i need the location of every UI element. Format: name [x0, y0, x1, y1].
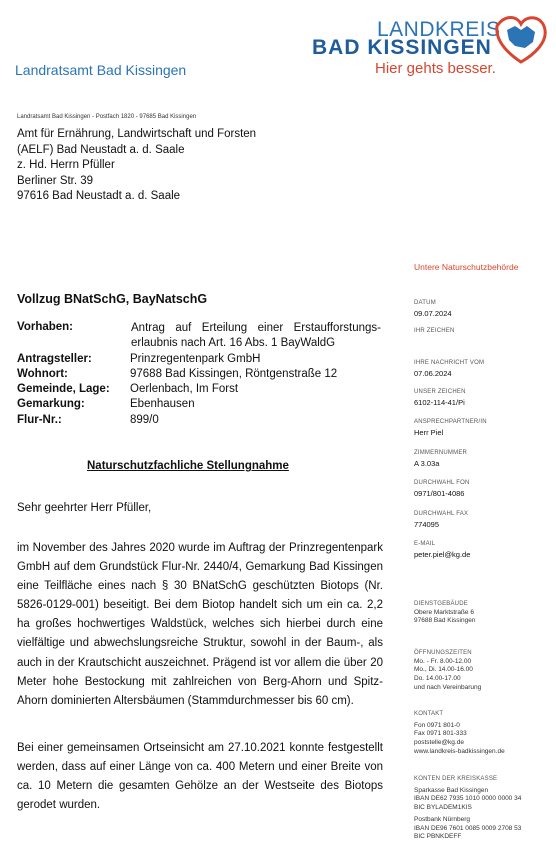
fax-value: 774095: [414, 519, 440, 529]
sidebar-fax: [414, 510, 554, 529]
gebaeude-line: 97688 Bad Kissingen: [414, 617, 476, 625]
partner-value: Herr Piel: [414, 427, 444, 437]
gemeinde-value: Oerlenbach, Im Forst: [130, 383, 239, 395]
bank2-name: Postbank Nürnberg: [414, 815, 471, 823]
sender-line: Landratsamt Bad Kissingen - Postfach 1820 - 97685 Bad Kissingen: [17, 114, 197, 120]
logo-landkreis: LANDKREIS: [377, 18, 501, 41]
logo-slogan: Hier gehts besser.: [375, 60, 496, 77]
sidebar-kontakt: [414, 710, 556, 757]
bank1-bic: BIC BYLADEM1KIS: [414, 804, 472, 812]
unser-zeichen-value: 6102-114-41/Pi: [414, 397, 465, 407]
recipient-line: Amt für Ernährung, Landwirtschaft und Forsten: [17, 128, 257, 140]
sidebar-email: [414, 540, 554, 559]
sidebar-nachricht: [414, 359, 554, 378]
email-value[interactable]: peter.piel@kg.de: [414, 549, 471, 559]
datum-label: DATUM: [414, 300, 436, 306]
antragsteller-label: Antragsteller:: [17, 353, 92, 365]
bank2-iban: IBAN DE96 7601 0085 0009 2708 53: [414, 824, 522, 832]
kontakt-mail[interactable]: poststelle@kg.de: [414, 739, 464, 747]
recipient-line: 97616 Bad Neustadt a. d. Saale: [17, 190, 181, 202]
zeiten-line: Do. 14.00-17.00: [414, 675, 461, 683]
recipient-address: [17, 127, 256, 205]
fon-value: 0971/801-4086: [414, 488, 465, 498]
gemarkung-label: Gemarkung:: [17, 398, 85, 410]
flur-label: Flur-Nr.:: [17, 414, 62, 426]
body-paragraph-1: im November des Jahres 2020 wurde im Auftrag der Prinzregentenpark GmbH auf dem Grundstück Flur-Nr. 2440/4, Gemarkung Bad Kissingen eine Teilfläche eines nach § 30 BNatSchG geschützten Biotops (Nr. 5826-0129-001) beseitigt. Bei dem Biotop handelt sich um ein ca. 2,2 ha großes hochwertiges Waldstück, welches sich hierbei durch eine vielfältige und abwechslungsreiche Struktur, sowohl in der Baum-, als auch in der Krautschicht auszeichnet. Prägend ist vor allem die über 20 Meter hohe Bestockung mit zahlreichen von Berg-Ahorn und Spitz-Ahorn dominierten Altersbäumen (Stammdurchmesser bis 60 cm).: [17, 542, 383, 707]
recipient-line: Berliner Str. 39: [17, 174, 94, 187]
sidebar-fon: [414, 479, 554, 498]
gebaeude-line: Obere Marktstraße 6: [414, 608, 474, 616]
subject-line: Vollzug BNatSchG, BayNatschG: [17, 292, 208, 306]
zeiten-line: Mo., Di. 14.00-16.00: [414, 666, 473, 674]
kasse-label: KONTEN DER KREISKASSE: [414, 776, 498, 782]
gebaeude-label: DIENSTGEBÄUDE: [414, 601, 468, 607]
bank2-bic: BIC PBNKDEFF: [414, 833, 462, 841]
district-map-icon: [491, 12, 551, 64]
logo-bad-kissingen: BAD KISSINGEN: [312, 36, 492, 59]
fax-label: DURCHWAHL FAX: [414, 511, 469, 517]
vorhaben-label: Vorhaben:: [17, 321, 74, 333]
bank1-name: Sparkasse Bad Kissingen: [414, 786, 489, 794]
gemeinde-label: Gemeinde, Lage:: [17, 383, 110, 395]
office-title: Landratsamt Bad Kissingen: [15, 62, 187, 78]
department-name: Untere Naturschutzbehörde: [414, 262, 519, 272]
unser-zeichen-label: UNSER ZEICHEN: [414, 389, 466, 395]
sidebar-datum: [414, 299, 554, 318]
kontakt-fon: Fon 0971 801-0: [414, 721, 460, 729]
zeiten-label: ÖFFNUNGSZEITEN: [414, 650, 472, 656]
email-label: E-MAIL: [414, 541, 436, 547]
zimmer-label: ZIMMERNUMMER: [414, 450, 468, 456]
sidebar-kreiskasse: [414, 775, 556, 842]
zeiten-line: Mo. - Fr. 8.00-12.00: [414, 657, 472, 665]
sidebar-zimmer: [414, 449, 554, 468]
wohnort-label: Wohnort:: [17, 368, 68, 380]
ihr-zeichen-label: IHR ZEICHEN: [414, 328, 455, 334]
sidebar-partner: [414, 418, 554, 437]
greeting: Sehr geehrter Herr Pfüller,: [17, 502, 152, 514]
partner-label: ANSPRECHPARTNER/IN: [414, 419, 487, 425]
sidebar-unser-zeichen: [414, 388, 554, 407]
wohnort-value: 97688 Bad Kissingen, Röntgenstraße 12: [130, 368, 338, 380]
kontakt-fax: Fax 0971 801-333: [414, 730, 467, 738]
antragsteller-value: Prinzregentenpark GmbH: [130, 353, 261, 365]
kontakt-label: KONTAKT: [414, 711, 444, 717]
datum-value: 09.07.2024: [414, 308, 452, 318]
flur-value: 899/0: [130, 414, 159, 426]
sidebar-oeffnungszeiten: [414, 649, 556, 693]
statement-title: Naturschutzfachliche Stellungnahme: [87, 460, 289, 472]
recipient-line: (AELF) Bad Neustadt a. d. Saale: [17, 143, 185, 156]
gemarkung-value: Ebenhausen: [130, 398, 195, 410]
zimmer-value: A 3.03a: [414, 458, 440, 468]
sidebar-ihr-zeichen: [414, 327, 554, 337]
sidebar-gebaeude: [414, 600, 556, 626]
zeiten-line: und nach Vereinbarung: [414, 683, 482, 691]
recipient-line: z. Hd. Herrn Pfüller: [17, 159, 115, 171]
body-paragraph-2: Bei einer gemeinsamen Ortseinsicht am 27.10.2021 konnte festgestellt werden, dass auf einer Länge von ca. 400 Metern und einer Breite von ca. 10 Metern die gesamten Gehölze an der Westseite des Biotops gerodet wurden.: [17, 742, 383, 812]
vorhaben-value: Antrag auf Erteilung einer Erstaufforstungs-erlaubnis nach Art. 16 Abs. 1 BayWaldG: [131, 322, 381, 349]
nachricht-value: 07.06.2024: [414, 368, 452, 378]
bank1-iban: IBAN DE62 7935 1010 0000 0000 34: [414, 795, 522, 803]
fon-label: DURCHWAHL FON: [414, 480, 470, 486]
kontakt-web[interactable]: www.landkreis-badkissingen.de: [414, 747, 505, 755]
nachricht-label: IHRE NACHRICHT VOM: [414, 360, 485, 366]
